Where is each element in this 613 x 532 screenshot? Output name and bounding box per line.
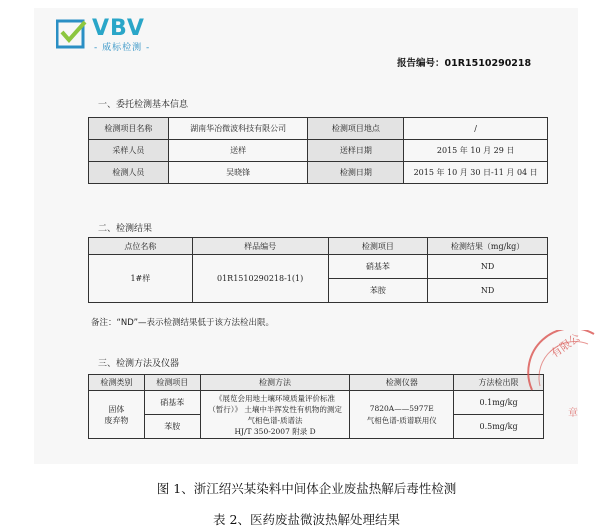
method-line: 气相色谱-质谱法 xyxy=(247,415,303,425)
svg-text:有限公: 有限公 xyxy=(548,330,583,361)
category-line: 固体 xyxy=(108,404,125,414)
sample-no-cell: 01R1510290218-1(1) xyxy=(192,255,328,303)
category-line: 废弃物 xyxy=(104,415,129,425)
table-row xyxy=(89,162,548,184)
table-row xyxy=(89,255,548,279)
results-note: 备注：“ND”—表示检测结果低于该方法检出限。 xyxy=(91,318,274,328)
table-cell: 湖南华冶微波科技有限公司 xyxy=(168,118,308,140)
logo-mark-icon xyxy=(56,18,88,50)
table-cell: / xyxy=(404,118,548,140)
table-cell: 检测项目名称 xyxy=(89,118,169,140)
table-header: 检测方法 xyxy=(200,375,350,391)
table-header-row xyxy=(89,238,548,255)
section2-title: 二、检测结果 xyxy=(98,224,153,234)
instrument-line: 气相色谱-质谱联用仪 xyxy=(366,415,437,425)
table-cell: 苯胺 xyxy=(328,279,428,303)
basic-info-table xyxy=(88,117,548,184)
logo-brand: VBV xyxy=(92,16,145,41)
table-cell: 吴晓锋 xyxy=(168,162,308,184)
table-row xyxy=(89,118,548,140)
table-cell: 检测项目地点 xyxy=(308,118,404,140)
table-cell: 苯胺 xyxy=(144,415,200,439)
svg-text:章: 章 xyxy=(568,408,578,419)
method-line: 《展览会用地土壤环境质量评价标准 xyxy=(215,393,336,403)
table-cell: 采样人员 xyxy=(89,140,169,162)
table-cell: 硝基苯 xyxy=(328,255,428,279)
figure-caption: 图 1、浙江绍兴某染料中间体企业废盐热解后毒性检测 xyxy=(156,481,457,496)
report-number: 报告编号：01R1510290218 xyxy=(397,58,532,69)
category-cell xyxy=(89,391,145,439)
table-header: 点位名称 xyxy=(89,238,193,255)
table-cell: ND xyxy=(428,279,548,303)
table-header: 方法检出限 xyxy=(454,375,544,391)
company-stamp-icon xyxy=(524,330,604,425)
table-header: 检测结果（mg/kg） xyxy=(428,238,548,255)
table-cell: 检测人员 xyxy=(89,162,169,184)
table-header: 检测仪器 xyxy=(350,375,454,391)
table-cell: 2015 年 10 月 29 日 xyxy=(404,140,548,162)
vbv-logo xyxy=(56,18,188,52)
logo-subtitle: - 威标检测 - xyxy=(94,43,151,53)
method-line: HJ/T 350-2007 附录 D xyxy=(234,426,316,436)
method-cell xyxy=(200,391,350,439)
instrument-line: 7820A——5977E xyxy=(369,403,434,413)
table-cell: 硝基苯 xyxy=(144,391,200,415)
table-cell: ND xyxy=(428,255,548,279)
table-cell: 2015 年 10 月 30 日-11 月 04 日 xyxy=(404,162,548,184)
table-row xyxy=(89,140,548,162)
table-cell: 0.1mg/kg xyxy=(454,391,544,415)
table-cell: 检测日期 xyxy=(308,162,404,184)
section3-title: 三、检测方法及仪器 xyxy=(98,359,180,369)
table-cell: 送样 xyxy=(168,140,308,162)
results-table xyxy=(88,237,548,303)
table-row xyxy=(89,391,544,415)
table-header: 检测项目 xyxy=(144,375,200,391)
table-header: 样品编号 xyxy=(192,238,328,255)
table-header-row xyxy=(89,375,544,391)
instrument-cell xyxy=(350,391,454,439)
method-line: （暂行）》 土壤中半挥发性有机物的测定 xyxy=(208,404,342,414)
methods-table xyxy=(88,374,544,439)
table-caption: 表 2、医药废盐微波热解处理结果 xyxy=(213,512,400,527)
point-name-cell: 1#样 xyxy=(89,255,193,303)
table-cell: 0.5mg/kg xyxy=(454,415,544,439)
table-cell: 送样日期 xyxy=(308,140,404,162)
table-header: 检测类别 xyxy=(89,375,145,391)
section1-title: 一、委托检测基本信息 xyxy=(98,100,189,110)
table-header: 检测项目 xyxy=(328,238,428,255)
